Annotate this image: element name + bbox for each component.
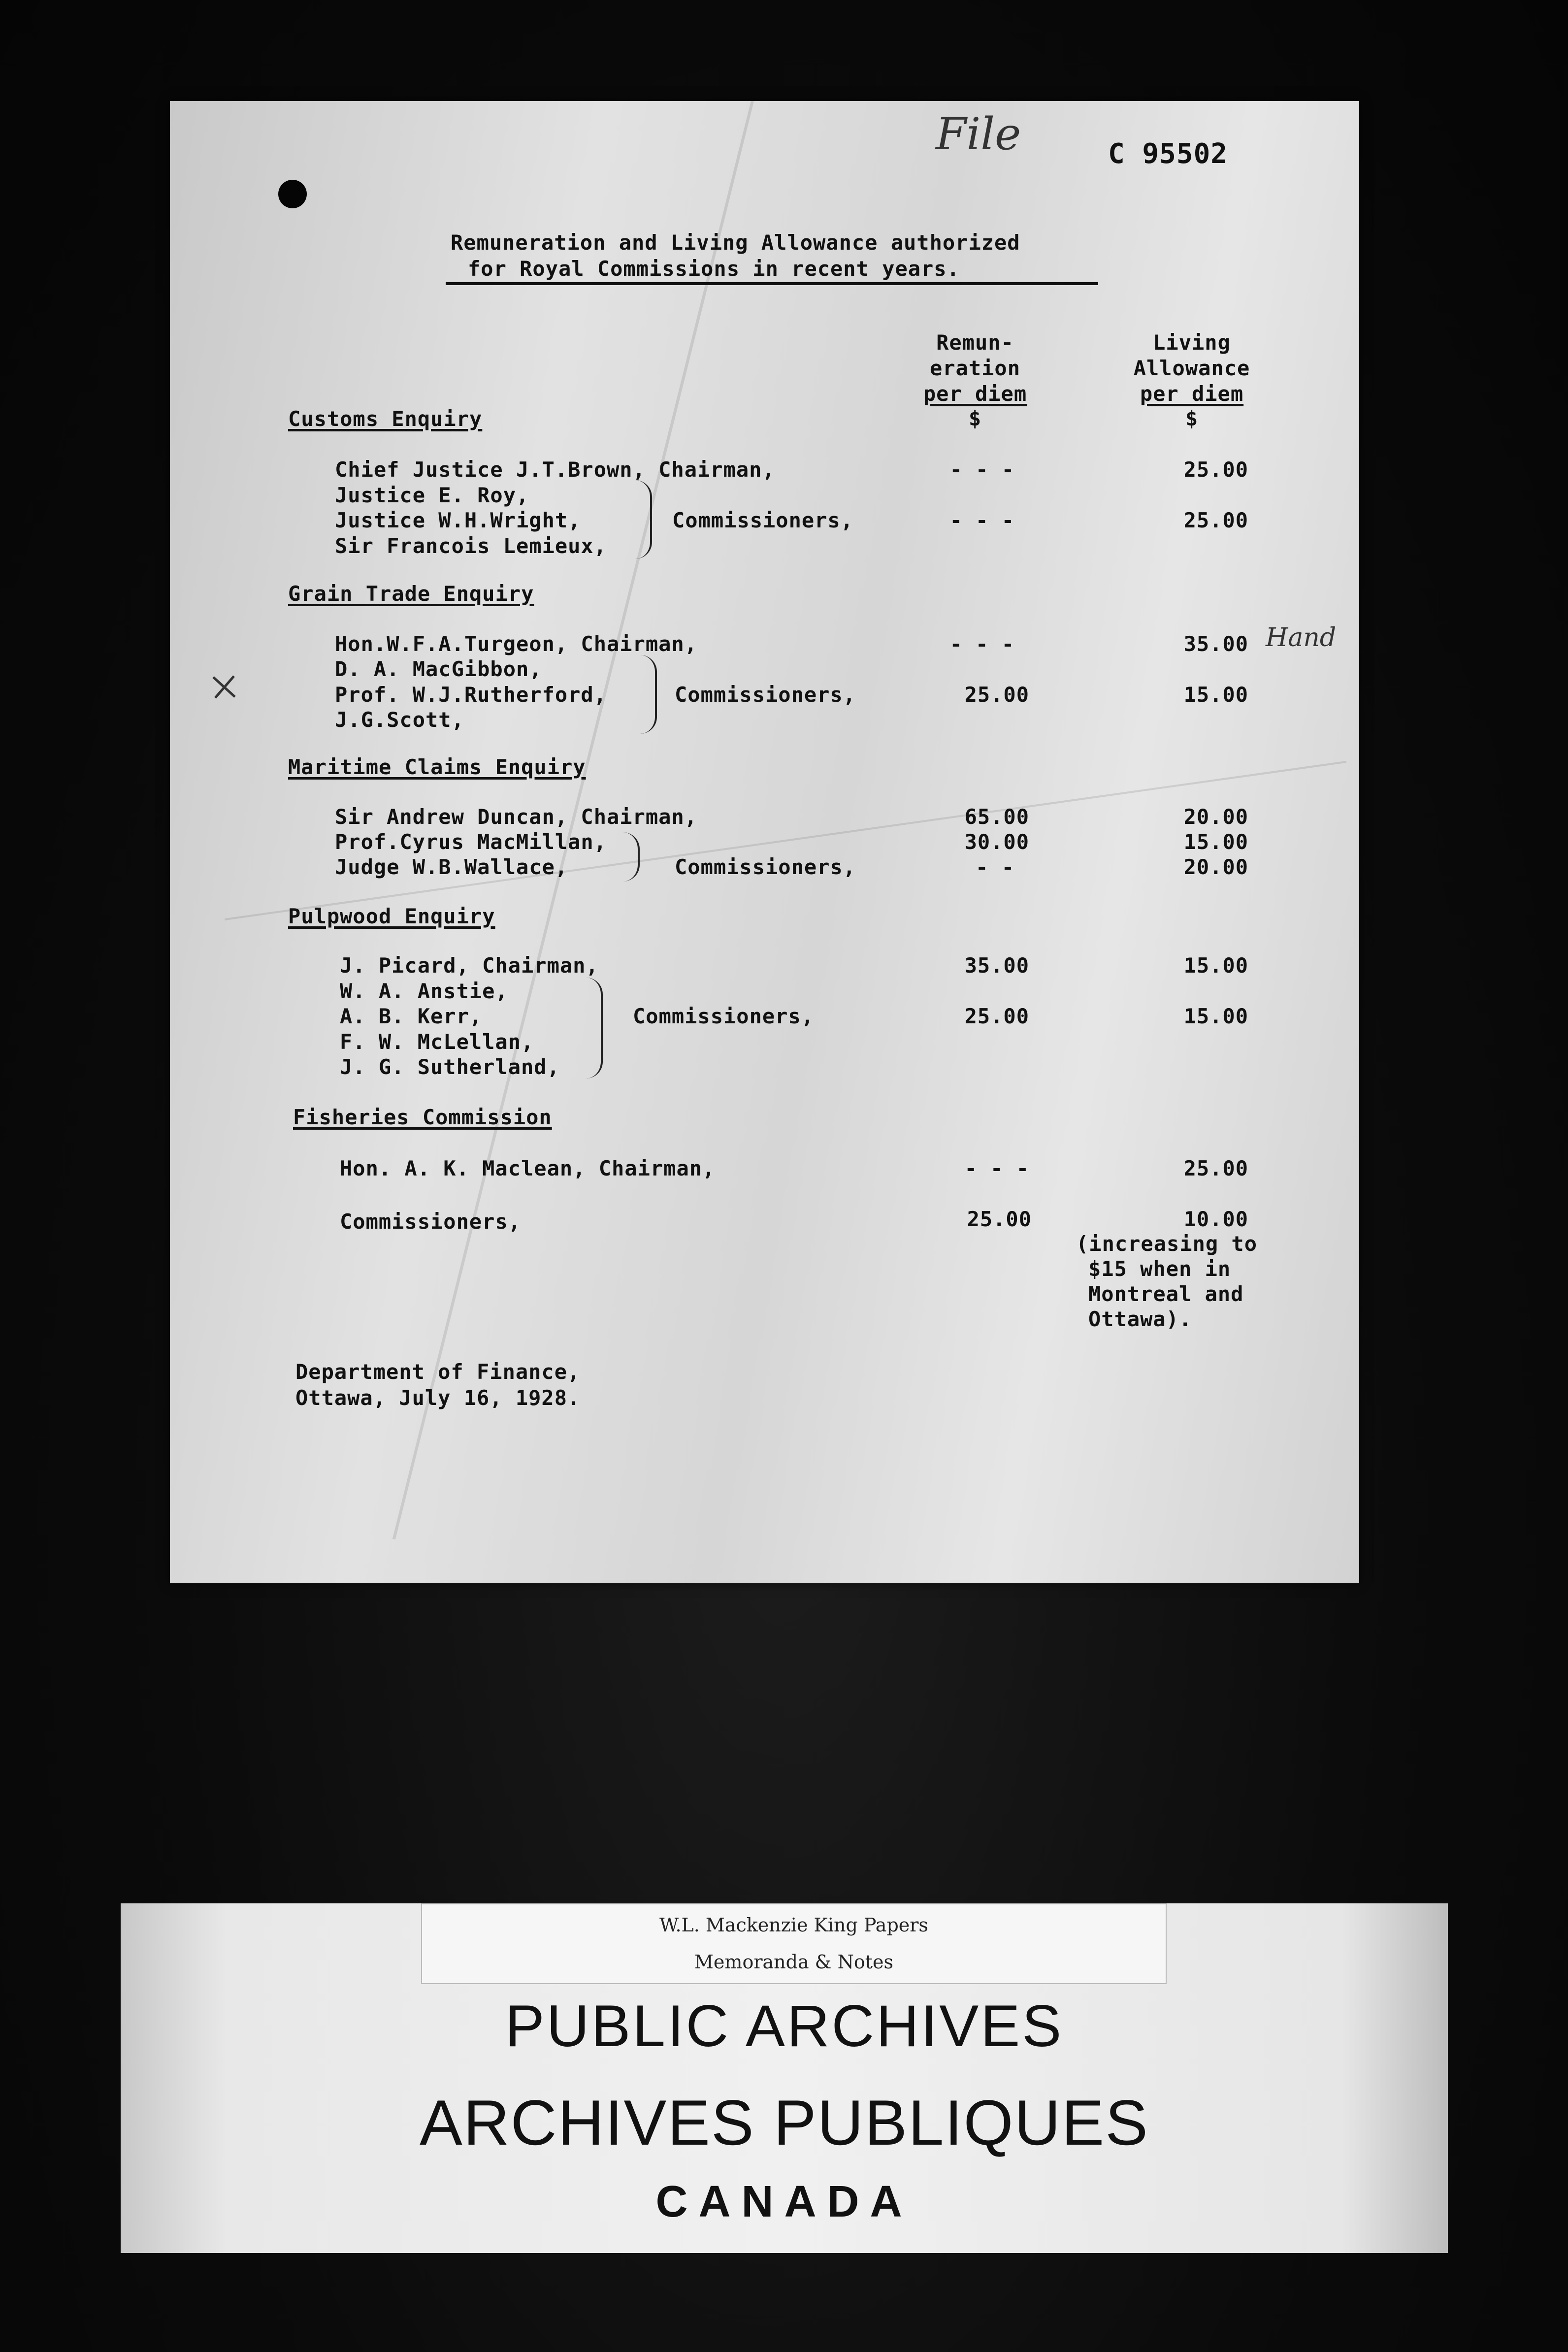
customs-commissioners-living: 25.00	[1183, 508, 1248, 532]
grain-member: Prof. W.J.Rutherford,	[335, 683, 607, 707]
customs-member: Justice E. Roy,	[335, 483, 529, 507]
customs-member: Justice W.H.Wright,	[335, 508, 581, 532]
customs-chairman-living: 25.00	[1183, 457, 1248, 482]
grain-commissioners-living: 15.00	[1183, 683, 1248, 707]
title-underline	[446, 282, 1098, 285]
archive-title-french: ARCHIVES PUBLIQUES	[420, 2087, 1149, 2158]
remuneration-header-1: Remun-	[936, 330, 1014, 355]
grain-member: J.G.Scott,	[335, 708, 464, 732]
pulpwood-member: F. W. McLellan,	[340, 1030, 534, 1054]
collection-series: Memoranda & Notes	[694, 1951, 893, 1973]
handwritten-x-mark	[209, 672, 239, 702]
customs-chairman: Chief Justice J.T.Brown, Chairman,	[335, 457, 775, 482]
grain-member: D. A. MacGibbon,	[335, 657, 542, 681]
archive-collection-strip	[421, 1903, 1167, 1984]
customs-member: Sir Francois Lemieux,	[335, 534, 607, 558]
bracket	[640, 655, 657, 734]
fisheries-chairman-remuneration: - - -	[964, 1156, 1029, 1180]
pulpwood-member: A. B. Kerr,	[340, 1004, 483, 1028]
maritime-row-remuneration: - -	[976, 855, 1014, 879]
fisheries-note-line: Montreal and	[1088, 1282, 1244, 1306]
pulpwood-chairman-remuneration: 35.00	[964, 953, 1029, 978]
pulpwood-commissioners-remuneration: 25.00	[964, 1004, 1029, 1028]
pulpwood-chairman: J. Picard, Chairman,	[340, 953, 599, 978]
fisheries-note-line: Ottawa).	[1088, 1307, 1192, 1331]
pulpwood-commissioners-living: 15.00	[1183, 1004, 1248, 1028]
maritime-commissioners-label: Commissioners,	[675, 855, 856, 879]
remuneration-header-3: per diem	[923, 382, 1027, 406]
fisheries-note-line: $15 when in	[1088, 1257, 1231, 1281]
maritime-row-remuneration: 30.00	[964, 830, 1029, 854]
bracket	[586, 978, 603, 1078]
maritime-row-name: Prof.Cyrus MacMillan,	[335, 830, 607, 854]
section-heading-grain: Grain Trade Enquiry	[288, 582, 534, 606]
living-header-3: per diem	[1140, 382, 1244, 406]
pulpwood-commissioners-label: Commissioners,	[633, 1004, 815, 1028]
grain-commissioners-remuneration: 25.00	[964, 683, 1029, 707]
fisheries-commissioners-label: Commissioners,	[340, 1209, 522, 1234]
fisheries-commissioners-living: 10.00	[1183, 1207, 1248, 1231]
maritime-row-name: Judge W.B.Wallace,	[335, 855, 568, 879]
pulpwood-member: W. A. Anstie,	[340, 979, 508, 1003]
grain-chairman-remuneration: - - -	[949, 632, 1014, 656]
pulpwood-member: J. G. Sutherland,	[340, 1055, 560, 1079]
section-heading-fisheries: Fisheries Commission	[293, 1105, 552, 1129]
footer-department: Department of Finance,	[295, 1360, 581, 1384]
archive-country: CANADA	[655, 2177, 913, 2226]
bracket	[635, 480, 652, 559]
customs-commissioners-remuneration: - - -	[949, 508, 1014, 532]
fisheries-chairman: Hon. A. K. Maclean, Chairman,	[340, 1156, 716, 1180]
customs-chairman-remuneration: - - -	[949, 457, 1014, 482]
fisheries-chairman-living: 25.00	[1183, 1156, 1248, 1180]
handwritten-margin-note: Hand	[1266, 623, 1337, 653]
grain-chairman-living: 35.00	[1183, 632, 1248, 656]
document-title-line2: for Royal Commissions in recent years.	[468, 257, 960, 281]
section-heading-maritime: Maritime Claims Enquiry	[288, 755, 586, 779]
archive-title-english: PUBLIC ARCHIVES	[505, 1993, 1064, 2059]
living-header-2: Allowance	[1133, 356, 1250, 380]
section-heading-pulpwood: Pulpwood Enquiry	[288, 904, 495, 928]
punch-hole	[278, 180, 307, 208]
archive-label	[121, 1903, 1448, 2253]
pulpwood-chairman-living: 15.00	[1183, 953, 1248, 978]
living-header-1: Living	[1153, 330, 1231, 355]
maritime-row-living: 20.00	[1183, 855, 1248, 879]
maritime-row-living: 15.00	[1183, 830, 1248, 854]
reference-number: C 95502	[1108, 138, 1228, 170]
customs-commissioners-label: Commissioners,	[672, 508, 854, 532]
remuneration-header-currency: $	[968, 406, 982, 430]
fisheries-commissioners-remuneration: 25.00	[967, 1207, 1032, 1231]
fisheries-note-line: (increasing to	[1076, 1232, 1258, 1256]
grain-chairman: Hon.W.F.A.Turgeon, Chairman,	[335, 632, 698, 656]
maritime-row-remuneration: 65.00	[964, 805, 1029, 829]
living-header-currency: $	[1185, 406, 1199, 430]
document-title-line1: Remuneration and Living Allowance authorized	[451, 230, 1020, 255]
grain-commissioners-label: Commissioners,	[675, 683, 856, 707]
maritime-row-name: Sir Andrew Duncan, Chairman,	[335, 805, 698, 829]
collection-name: W.L. Mackenzie King Papers	[659, 1914, 928, 1936]
handwritten-file-note: File	[936, 108, 1021, 160]
remuneration-header-2: eration	[929, 356, 1020, 380]
footer-date: Ottawa, July 16, 1928.	[295, 1386, 581, 1410]
section-heading-customs: Customs Enquiry	[288, 407, 483, 431]
maritime-row-living: 20.00	[1183, 805, 1248, 829]
